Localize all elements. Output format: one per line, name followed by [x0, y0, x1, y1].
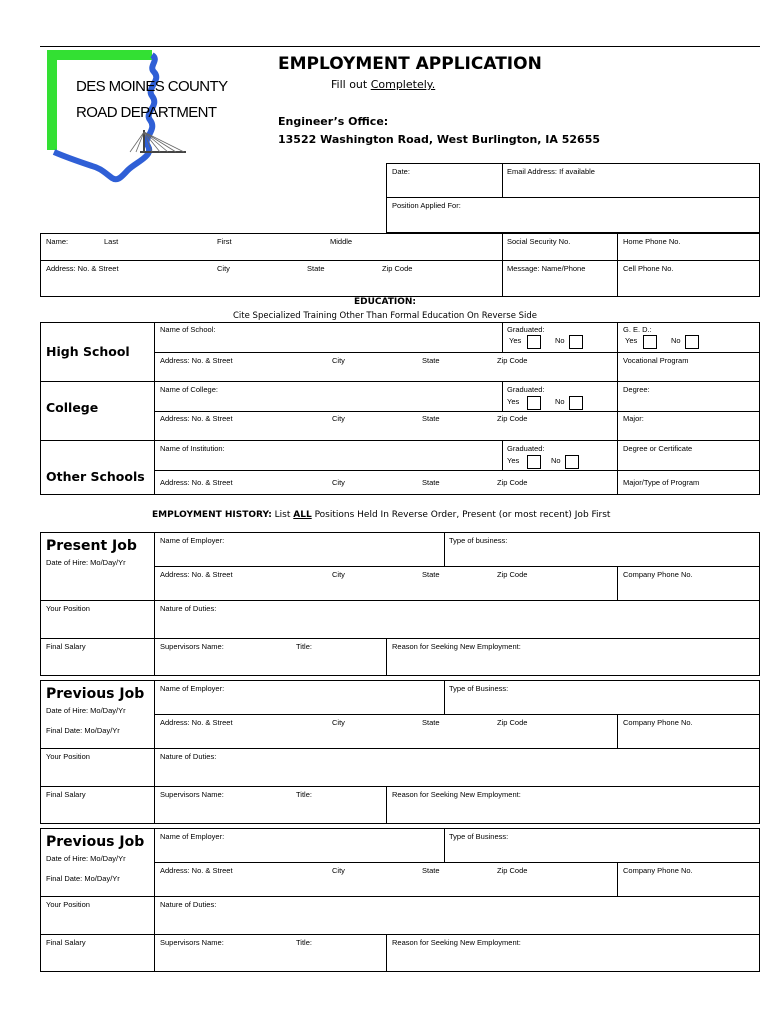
other-yes-label: Yes: [507, 456, 520, 465]
cell-phone-field[interactable]: Cell Phone No.: [623, 264, 674, 273]
supervisor-field-1[interactable]: Supervisors Name:: [160, 790, 224, 799]
major-field[interactable]: Major:: [623, 414, 644, 423]
date-of-hire-field-0[interactable]: Date of Hire: Mo/Day/Yr: [46, 558, 126, 567]
job-section-2: [40, 828, 760, 972]
job-city-label-2: City: [332, 866, 345, 875]
major-type-field[interactable]: Major/Type of Program: [623, 478, 700, 487]
final-date-field-2[interactable]: Final Date: Mo/Day/Yr: [46, 874, 120, 883]
business-type-field-2[interactable]: Type of Business:: [449, 832, 509, 841]
final-salary-field-2[interactable]: Final Salary: [46, 938, 86, 947]
job-zip-label-2: Zip Code: [497, 866, 528, 875]
ssn-field[interactable]: Social Security No.: [507, 237, 571, 246]
ged-yes-checkbox[interactable]: [643, 335, 657, 349]
job-section-1: [40, 680, 760, 824]
history-heading-bold: EMPLOYMENT HISTORY:: [152, 510, 272, 520]
high-school-heading: High School: [46, 344, 130, 359]
other-address-field[interactable]: Address: No. & Street: [160, 478, 233, 487]
other-schools-heading: Other Schools: [46, 469, 145, 484]
last-name-label: Last: [104, 237, 119, 246]
office-label: Engineer’s Office:: [278, 115, 389, 128]
supervisor-field-0[interactable]: Supervisors Name:: [160, 642, 224, 651]
reason-leaving-field-1[interactable]: Reason for Seeking New Employment:: [392, 790, 521, 799]
education-heading: EDUCATION:: [353, 297, 417, 307]
job-state-label-2: State: [422, 866, 440, 875]
vocational-field[interactable]: Vocational Program: [623, 356, 689, 365]
college-name-field[interactable]: Name of College:: [160, 385, 218, 394]
logo-line-2: ROAD DEPARTMENT: [76, 104, 217, 121]
job-zip-label-0: Zip Code: [497, 570, 528, 579]
zip-label: Zip Code: [382, 264, 413, 273]
supervisor-title-field-2[interactable]: Title:: [296, 938, 312, 947]
business-type-field-0[interactable]: Type of business:: [449, 536, 508, 545]
final-date-field-1[interactable]: Final Date: Mo/Day/Yr: [46, 726, 120, 735]
job-title-1: Previous Job: [46, 686, 145, 702]
hs-yes-checkbox[interactable]: [527, 335, 541, 349]
hs-city-label: City: [332, 356, 345, 365]
college-yes-label: Yes: [507, 397, 520, 406]
other-no-label: No: [551, 456, 561, 465]
institution-name-field[interactable]: Name of Institution:: [160, 444, 225, 453]
supervisor-field-2[interactable]: Supervisors Name:: [160, 938, 224, 947]
date-of-hire-field-1[interactable]: Date of Hire: Mo/Day/Yr: [46, 706, 126, 715]
job-title-0: Present Job: [46, 538, 137, 554]
city-label: City: [217, 264, 230, 273]
email-field[interactable]: Email Address: If available: [507, 167, 595, 176]
name-field[interactable]: Name:: [46, 237, 69, 246]
degree-cert-field[interactable]: Degree or Certificate: [623, 444, 693, 453]
history-all: ALL: [293, 510, 312, 520]
job-address-field-2[interactable]: Address: No. & Street: [160, 866, 233, 875]
hs-no-label: No: [555, 336, 565, 345]
degree-field[interactable]: Degree:: [623, 385, 650, 394]
college-no-checkbox[interactable]: [569, 396, 583, 410]
other-city-label: City: [332, 478, 345, 487]
other-zip-label: Zip Code: [497, 478, 528, 487]
position-applied-field[interactable]: Position Applied For:: [392, 201, 461, 210]
business-type-field-1[interactable]: Type of Business:: [449, 684, 509, 693]
supervisor-title-field-0[interactable]: Title:: [296, 642, 312, 651]
college-state-label: State: [422, 414, 440, 423]
job-city-label-1: City: [332, 718, 345, 727]
final-salary-field-1[interactable]: Final Salary: [46, 790, 86, 799]
hs-zip-label: Zip Code: [497, 356, 528, 365]
company-phone-field-2[interactable]: Company Phone No.: [623, 866, 693, 875]
address-field[interactable]: Address: No. & Street: [46, 264, 119, 273]
company-phone-field-1[interactable]: Company Phone No.: [623, 718, 693, 727]
your-position-field-2[interactable]: Your Position: [46, 900, 90, 909]
hs-yes-label: Yes: [509, 336, 522, 345]
hs-address-field[interactable]: Address: No. & Street: [160, 356, 233, 365]
hs-state-label: State: [422, 356, 440, 365]
fill-prefix: Fill out: [331, 78, 371, 91]
fill-instruction: [331, 78, 435, 91]
logo-line-1: DES MOINES COUNTY: [76, 78, 228, 95]
job-address-field-0[interactable]: Address: No. & Street: [160, 570, 233, 579]
college-address-field[interactable]: Address: No. & Street: [160, 414, 233, 423]
job-title-2: Previous Job: [46, 834, 145, 850]
state-label: State: [307, 264, 325, 273]
middle-name-label: Middle: [330, 237, 353, 246]
your-position-field-1[interactable]: Your Position: [46, 752, 90, 761]
nature-duties-field-1[interactable]: Nature of Duties:: [160, 752, 217, 761]
college-graduated-label: Graduated:: [507, 385, 545, 394]
college-city-label: City: [332, 414, 345, 423]
job-section-0: [40, 532, 760, 676]
employer-field-0[interactable]: Name of Employer:: [160, 536, 225, 545]
other-no-checkbox[interactable]: [565, 455, 579, 469]
hs-no-checkbox[interactable]: [569, 335, 583, 349]
education-subheading: Cite Specialized Training Other Than Formal Education On Reverse Side: [232, 311, 538, 321]
ged-no-label: No: [671, 336, 681, 345]
job-address-field-1[interactable]: Address: No. & Street: [160, 718, 233, 727]
job-state-label-1: State: [422, 718, 440, 727]
company-phone-field-0[interactable]: Company Phone No.: [623, 570, 693, 579]
ged-no-checkbox[interactable]: [685, 335, 699, 349]
college-zip-label: Zip Code: [497, 414, 528, 423]
top-rule: [40, 46, 760, 47]
employment-history-heading: [152, 511, 610, 520]
date-of-hire-field-2[interactable]: Date of Hire: Mo/Day/Yr: [46, 854, 126, 863]
reason-leaving-field-2[interactable]: Reason for Seeking New Employment:: [392, 938, 521, 947]
first-name-label: First: [217, 237, 232, 246]
fill-underlined: Completely.: [370, 78, 436, 91]
reason-leaving-field-0[interactable]: Reason for Seeking New Employment:: [392, 642, 521, 651]
school-name-field[interactable]: Name of School:: [160, 325, 216, 334]
history-rest: Positions Held In Reverse Order, Present (or most recent) Job First: [311, 510, 611, 520]
job-city-label-0: City: [332, 570, 345, 579]
employer-field-1[interactable]: Name of Employer:: [160, 684, 225, 693]
office-address: 13522 Washington Road, West Burlington, IA 52655: [278, 133, 601, 146]
nature-duties-field-0[interactable]: Nature of Duties:: [160, 604, 217, 613]
page-title: EMPLOYMENT APPLICATION: [278, 54, 542, 74]
other-state-label: State: [422, 478, 440, 487]
final-salary-field-0[interactable]: Final Salary: [46, 642, 86, 651]
message-field[interactable]: Message: Name/Phone: [507, 264, 586, 273]
ged-yes-label: Yes: [625, 336, 638, 345]
history-list: List: [271, 510, 294, 520]
home-phone-field[interactable]: Home Phone No.: [623, 237, 681, 246]
your-position-field-0[interactable]: Your Position: [46, 604, 90, 613]
college-heading: College: [46, 400, 99, 415]
ged-label: G. E. D.:: [623, 325, 652, 334]
supervisor-title-field-1[interactable]: Title:: [296, 790, 312, 799]
hs-graduated-label: Graduated:: [507, 325, 545, 334]
college-yes-checkbox[interactable]: [527, 396, 541, 410]
job-zip-label-1: Zip Code: [497, 718, 528, 727]
college-no-label: No: [555, 397, 565, 406]
other-graduated-label: Graduated:: [507, 444, 545, 453]
employer-field-2[interactable]: Name of Employer:: [160, 832, 225, 841]
date-field[interactable]: Date:: [392, 167, 410, 176]
other-yes-checkbox[interactable]: [527, 455, 541, 469]
nature-duties-field-2[interactable]: Nature of Duties:: [160, 900, 217, 909]
job-state-label-0: State: [422, 570, 440, 579]
